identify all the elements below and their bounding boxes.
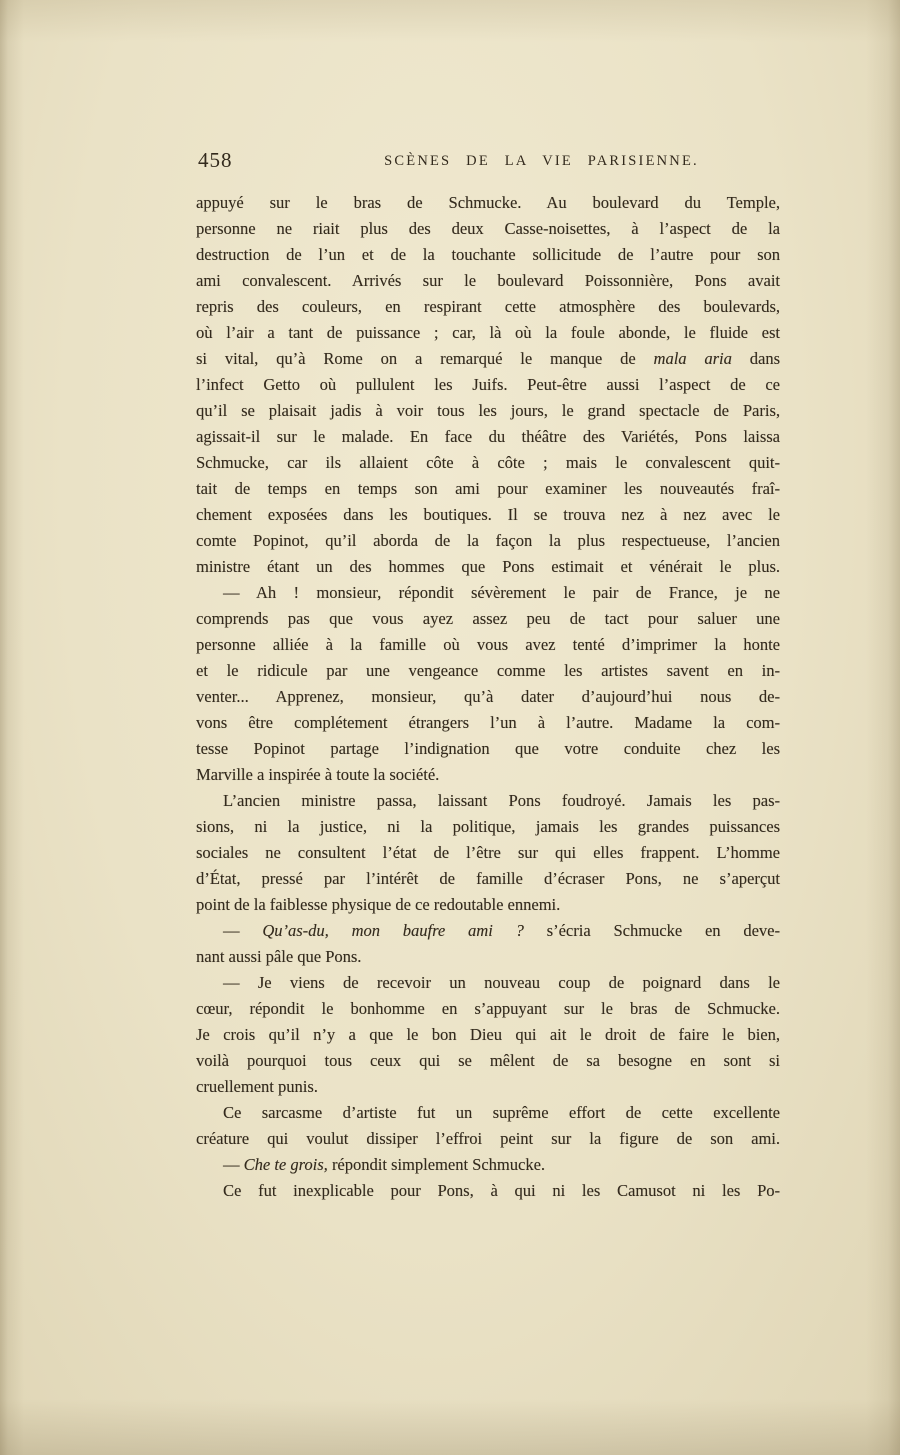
body-text: destruction de l’un et de la touchante sollicitude de l’autre pour son [196, 245, 780, 264]
text-line [196, 190, 780, 216]
paragraph [196, 1178, 780, 1204]
body-text: personne alliée à la famille où vous avez tenté d’imprimer la honte [196, 635, 780, 654]
italic-text: mala aria [653, 349, 732, 368]
text-block [196, 190, 780, 1204]
text-line [196, 606, 780, 632]
text-line [196, 736, 780, 762]
paragraph [196, 580, 780, 788]
body-text: sociales ne consultent l’état de l’être sur qui elles frappent. L’homme [196, 843, 780, 862]
body-text: Schmucke, car ils allaient côte à côte ; mais le convalescent quit- [196, 453, 780, 472]
body-text: si vital, qu’à Rome on a remarqué le manque de [196, 349, 654, 368]
body-text: sions, ni la justice, ni la politique, jamais les grandes puissances [196, 817, 780, 836]
text-line [196, 1074, 780, 1100]
text-line [196, 294, 780, 320]
text-line [196, 710, 780, 736]
body-text: L’ancien ministre passa, laissant Pons foudroyé. Jamais les pas- [223, 791, 780, 810]
paragraph [196, 190, 780, 580]
text-line [196, 372, 780, 398]
text-line [196, 268, 780, 294]
page-number: 458 [198, 148, 233, 172]
body-text: voilà pourquoi tous ceux qui se mêlent de sa besogne en sont si [196, 1051, 780, 1070]
body-text: Ce fut inexplicable pour Pons, à qui ni les Camusot ni les Po- [223, 1181, 780, 1200]
body-text: — Je viens de recevoir un nouveau coup de poignard dans le [223, 973, 780, 992]
body-text: appuyé sur le bras de Schmucke. Au boulevard du Temple, [196, 193, 780, 212]
text-line [196, 814, 780, 840]
body-text: nant aussi pâle que Pons. [196, 947, 362, 966]
body-text: Ce sarcasme d’artiste fut un suprême effort de cette excellente [223, 1103, 780, 1122]
text-line [196, 944, 780, 970]
text-line [196, 866, 780, 892]
body-text: où l’air a tant de puissance ; car, là où la foule abonde, le fluide est [196, 323, 780, 342]
paragraph [196, 970, 780, 1100]
text-line [196, 320, 780, 346]
text-line [196, 1152, 780, 1178]
body-text: — [223, 1155, 244, 1174]
text-line [196, 502, 780, 528]
paragraph [196, 1152, 780, 1178]
text-line [196, 424, 780, 450]
text-line [196, 242, 780, 268]
text-line [196, 658, 780, 684]
text-line [196, 1126, 780, 1152]
text-line [196, 892, 780, 918]
body-text: s’écria Schmucke en deve- [523, 921, 781, 940]
text-line [196, 1100, 780, 1126]
text-line [196, 788, 780, 814]
paragraph [196, 918, 780, 970]
text-line [196, 1048, 780, 1074]
body-text: point de la faiblesse physique de ce redoutable ennemi. [196, 895, 561, 914]
body-text: — [223, 921, 263, 940]
body-text: comte Popinot, qu’il aborda de la façon la plus respectueuse, l’ancien [196, 531, 780, 550]
body-text: d’État, pressé par l’intérêt de famille d’écraser Pons, ne s’aperçut [196, 869, 780, 888]
body-text: agissait-il sur le malade. En face du théâtre des Variétés, Pons laissa [196, 427, 780, 446]
body-text: comprends pas que vous ayez assez peu de tact pour saluer une [196, 609, 780, 628]
text-line [196, 1178, 780, 1204]
body-text: Je crois qu’il n’y a que le bon Dieu qui ait le droit de faire le bien, [196, 1025, 780, 1044]
paragraph [196, 788, 780, 918]
running-head: SCÈNES DE LA VIE PARISIENNE. [384, 153, 699, 169]
body-text: vons être complétement étrangers l’un à l’autre. Madame la com- [196, 713, 780, 732]
body-text: chement exposées dans les boutiques. Il se trouva nez à nez avec le [196, 505, 780, 524]
body-text: qu’il se plaisait jadis à voir tous les jours, le grand spectacle de Paris, [196, 401, 780, 420]
text-line [196, 840, 780, 866]
text-line [196, 762, 780, 788]
body-text: répondit simplement Schmucke. [327, 1155, 546, 1174]
text-line [196, 476, 780, 502]
body-text: dans [731, 349, 780, 368]
text-line [196, 216, 780, 242]
body-text: personne ne riait plus des deux Casse-noisettes, à l’aspect de la [196, 219, 780, 238]
body-text: venter... Apprenez, monsieur, qu’à dater d’aujourd’hui nous de- [196, 687, 780, 706]
text-line [196, 450, 780, 476]
text-line [196, 1022, 780, 1048]
body-text: tait de temps en temps son ami pour examiner les nouveautés fraî- [196, 479, 780, 498]
text-line [196, 918, 780, 944]
body-text: et le ridicule par une vengeance comme les artistes savent en in- [196, 661, 780, 680]
body-text: créature qui voulut dissiper l’effroi peint sur la figure de son ami. [196, 1129, 780, 1148]
body-text: cruellement punis. [196, 1077, 318, 1096]
italic-text: Qu’as-du, mon baufre ami ? [262, 921, 524, 940]
body-text: — Ah ! monsieur, répondit sévèrement le pair de France, je ne [223, 583, 780, 602]
page-header [196, 148, 780, 180]
body-text: l’infect Getto où pullulent les Juifs. Peut-être aussi l’aspect de ce [196, 375, 780, 394]
text-line [196, 684, 780, 710]
text-line [196, 528, 780, 554]
paragraph [196, 1100, 780, 1152]
body-text: ami convalescent. Arrivés sur le boulevard Poissonnière, Pons avait [196, 271, 780, 290]
text-line [196, 970, 780, 996]
italic-text: Che te grois, [243, 1155, 328, 1174]
body-text: Marville a inspirée à toute la société. [196, 765, 440, 784]
text-line [196, 996, 780, 1022]
body-text: ministre étant un des hommes que Pons estimait et vénérait le plus. [196, 557, 780, 576]
body-text: tesse Popinot partage l’indignation que votre conduite chez les [196, 739, 780, 758]
text-line [196, 632, 780, 658]
text-line [196, 346, 780, 372]
text-line [196, 554, 780, 580]
text-line [196, 398, 780, 424]
text-line [196, 580, 780, 606]
body-text: repris des couleurs, en respirant cette atmosphère des boulevards, [196, 297, 780, 316]
body-text: cœur, répondit le bonhomme en s’appuyant sur le bras de Schmucke. [196, 999, 780, 1018]
